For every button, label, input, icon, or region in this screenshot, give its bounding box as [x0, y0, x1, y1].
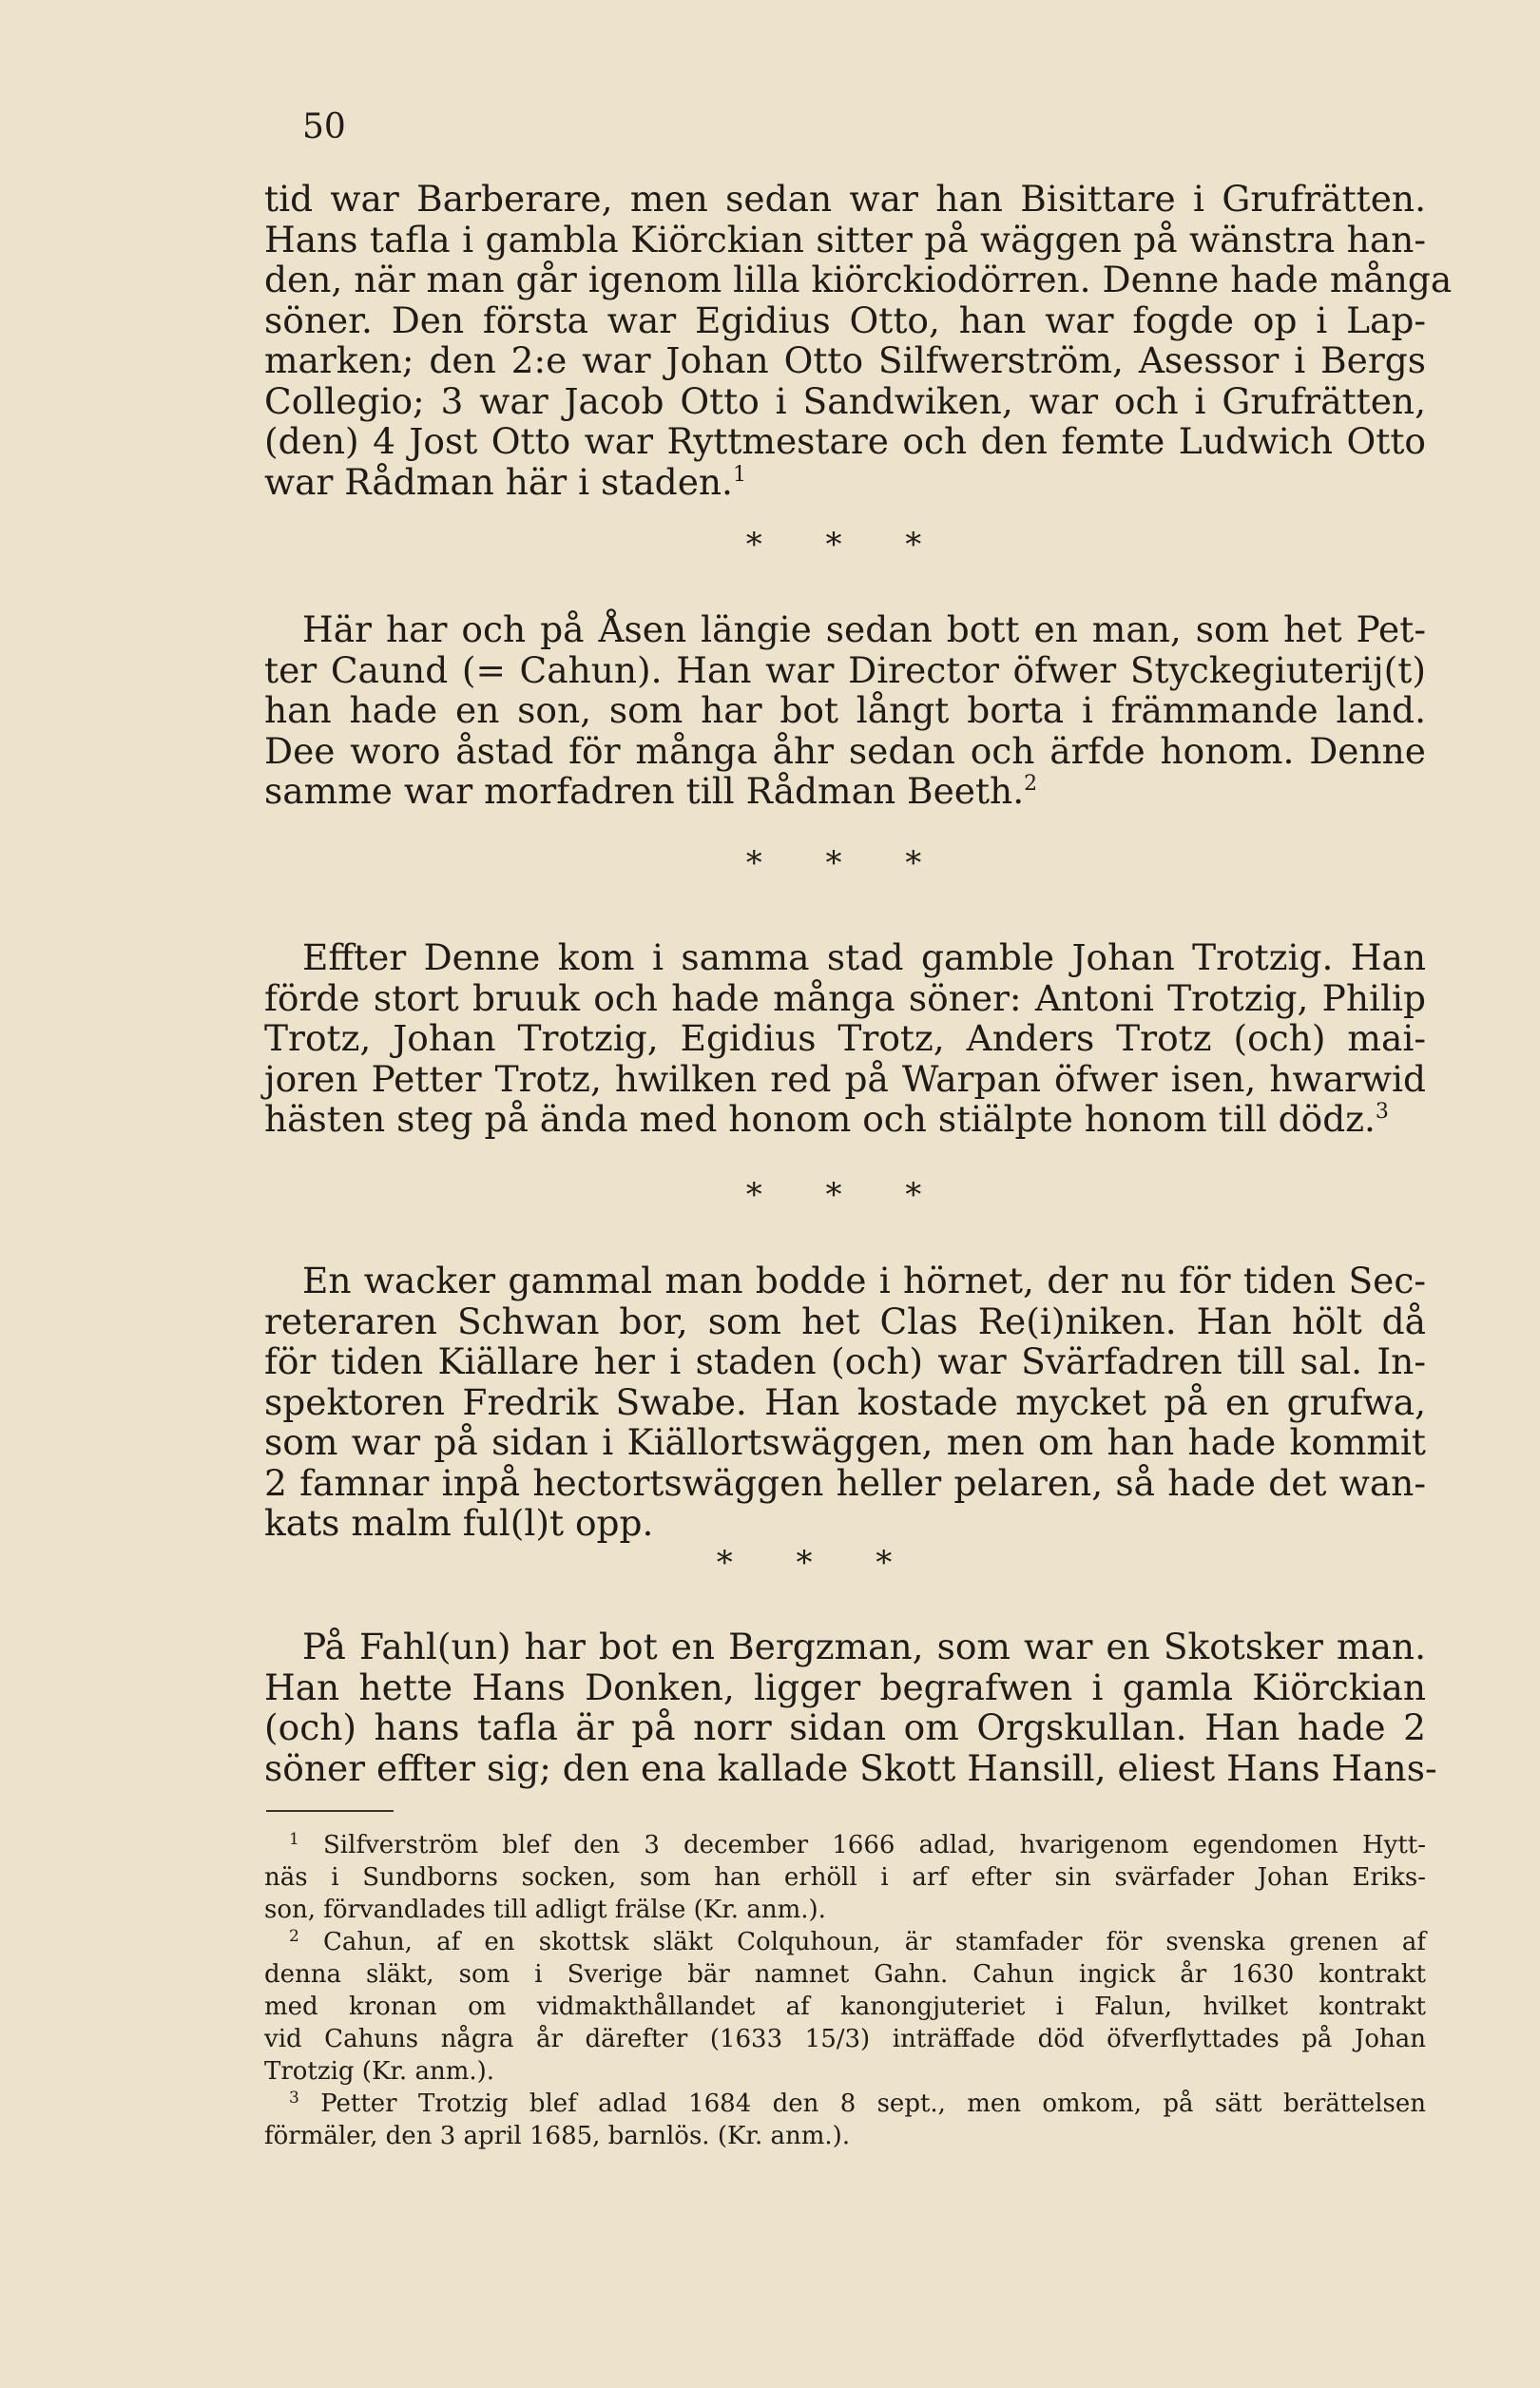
text-line: En wacker gammal man bodde i hörnet, der nu för tiden Sec- — [302, 1260, 1426, 1301]
paragraph-2 — [264, 609, 1426, 812]
text-line: Dee woro åstad för många åhr sedan och ärfde honom. Denne — [264, 729, 1426, 772]
text-line: för tiden Kiällare her i staden (och) war Svärfadren till sal. In- — [264, 1340, 1426, 1382]
footnote-line — [264, 1926, 1426, 1958]
footnote-text: Cahun, af en skottsk släkt Colquhoun, är stamfader för svenska grenen af — [323, 1928, 1427, 1956]
footnote-line: med kronan om vidmakthållandet af kanongjuteriet i Falun, hvilket kontrakt — [264, 1993, 1426, 2021]
text-line: spektoren Fredrik Swabe. Han kostade mycket på en grufwa, — [264, 1380, 1426, 1423]
section-separator: * * * — [745, 526, 949, 564]
paragraph-5 — [264, 1626, 1437, 1789]
text-line: Han hette Hans Donken, ligger begrafwen i gamla Kiörckian — [264, 1666, 1426, 1708]
footnote-line-last: Trotzig (Kr. anm.). — [264, 2057, 495, 2086]
footnote-line: vid Cahuns några år därefter (1633 15/3) inträffade död öfverflyttades på Johan — [264, 2025, 1426, 2053]
text-line: han hade en son, som har bot långt borta i främmande land. — [264, 689, 1426, 731]
footnote-1 — [264, 1829, 1426, 1926]
text-line: (den) 4 Jost Otto war Ryttmestare och den femte Ludwich Otto — [264, 420, 1426, 462]
footnote-line: denna släkt, som i Sverige bär namnet Gahn. Cahun ingick år 1630 kontrakt — [264, 1960, 1426, 1989]
text-line-content: samme war morfadren till Rådman Beeth. — [264, 770, 1025, 812]
text-line: Collegio; 3 war Jacob Otto i Sandwiken, war och i Grufrätten, — [264, 379, 1426, 422]
footnote-mark: 2 — [289, 1927, 299, 1946]
text-line: Effter Denne kom i samma stad gamble Johan Trotzig. Han — [302, 936, 1426, 978]
text-line-last: kats malm ful(l)t opp. — [264, 1502, 654, 1544]
footnote-line-last: förmäler, den 3 april 1685, barnlös. (Kr. anm.). — [264, 2122, 851, 2150]
text-line: På Fahl(un) har bot en Bergzman, som war en Skotsker man. — [302, 1626, 1426, 1667]
footnote-line — [264, 2088, 1426, 2120]
text-line: reteraren Schwan bor, som het Clas Re(i)niken. Han hölt då — [264, 1300, 1426, 1342]
paragraph-1 — [264, 178, 1453, 503]
text-line: söner. Den första war Egidius Otto, han war fogde op i Lap- — [264, 298, 1426, 341]
footnote-3 — [264, 2088, 1426, 2152]
text-line: (och) hans tafla är på norr sidan om Orgskullan. Han hade 2 — [264, 1706, 1426, 1748]
footnote-reference[interactable]: 2 — [1024, 772, 1038, 796]
footnote-2 — [264, 1926, 1426, 2088]
footnote-text: Petter Trotzig blef adlad 1684 den 8 sept., men omkom, på sätt berättelsen — [320, 2090, 1426, 2118]
section-separator: * * * — [716, 1544, 919, 1582]
page-number: 50 — [302, 107, 346, 146]
text-line-last — [264, 771, 1426, 812]
paragraph-3 — [264, 937, 1426, 1140]
text-line: ter Caund (= Cahun). Han war Director öfwer Styckegiuterij(t) — [264, 648, 1426, 691]
footnote-line: näs i Sundborns socken, som han erhöll i arf efter sin svärfader Johan Eriks- — [264, 1863, 1426, 1892]
text-line: joren Petter Trotz, hwilken red på Warpan öfwer isen, hwarwid — [264, 1057, 1426, 1100]
section-separator: * * * — [745, 844, 949, 882]
footnote-divider — [266, 1810, 394, 1812]
section-separator: * * * — [745, 1176, 949, 1214]
footnote-line — [264, 1829, 1426, 1861]
text-line: den, när man går igenom lilla kiörckiodörren. Denne hade många — [264, 259, 1453, 300]
text-line: Här har och på Åsen längie sedan bott en man, som het Pet- — [302, 608, 1426, 650]
footnote-reference[interactable]: 1 — [732, 462, 746, 487]
text-line: tid war Barberare, men sedan war han Bisittare i Grufrätten. — [264, 178, 1426, 220]
footnote-mark: 1 — [289, 1830, 299, 1849]
footnote-reference[interactable]: 3 — [1375, 1100, 1389, 1124]
text-line-content: war Rådman här i staden. — [264, 460, 733, 503]
text-line: som war på sidan i Kiällortswäggen, men om han hade kommit — [264, 1421, 1426, 1463]
footnotes — [264, 1829, 1426, 2152]
text-line: 2 famnar inpå hectortswäggen heller pelaren, så hade det wan- — [264, 1461, 1426, 1504]
text-line: marken; den 2:e war Johan Otto Silfwerström, Asessor i Bergs — [264, 339, 1426, 381]
text-line: söner effter sig; den ena kallade Skott Hansill, eliest Hans Hans- — [264, 1746, 1437, 1789]
text-line: Hans tafla i gambla Kiörckian sitter på wäggen på wänstra han- — [264, 218, 1426, 260]
text-line: Trotz, Johan Trotzig, Egidius Trotz, Anders Trotz (och) mai- — [264, 1017, 1426, 1059]
footnote-mark: 3 — [289, 2089, 299, 2108]
text-line-last — [264, 462, 1426, 503]
text-line-last — [264, 1099, 1426, 1140]
footnote-text: Silfverström blef den 3 december 1666 adlad, hvarigenom egendomen Hytt- — [323, 1831, 1427, 1859]
paragraph-4 — [264, 1261, 1426, 1544]
text-line: förde stort bruuk och hade många söner: Antoni Trotzig, Philip — [264, 976, 1426, 1019]
footnote-line-last: son, förvandlades till adligt frälse (Kr. anm.). — [264, 1896, 826, 1924]
text-line-content: hästen steg på ända med honom och stiälpte honom till dödz. — [264, 1098, 1376, 1140]
